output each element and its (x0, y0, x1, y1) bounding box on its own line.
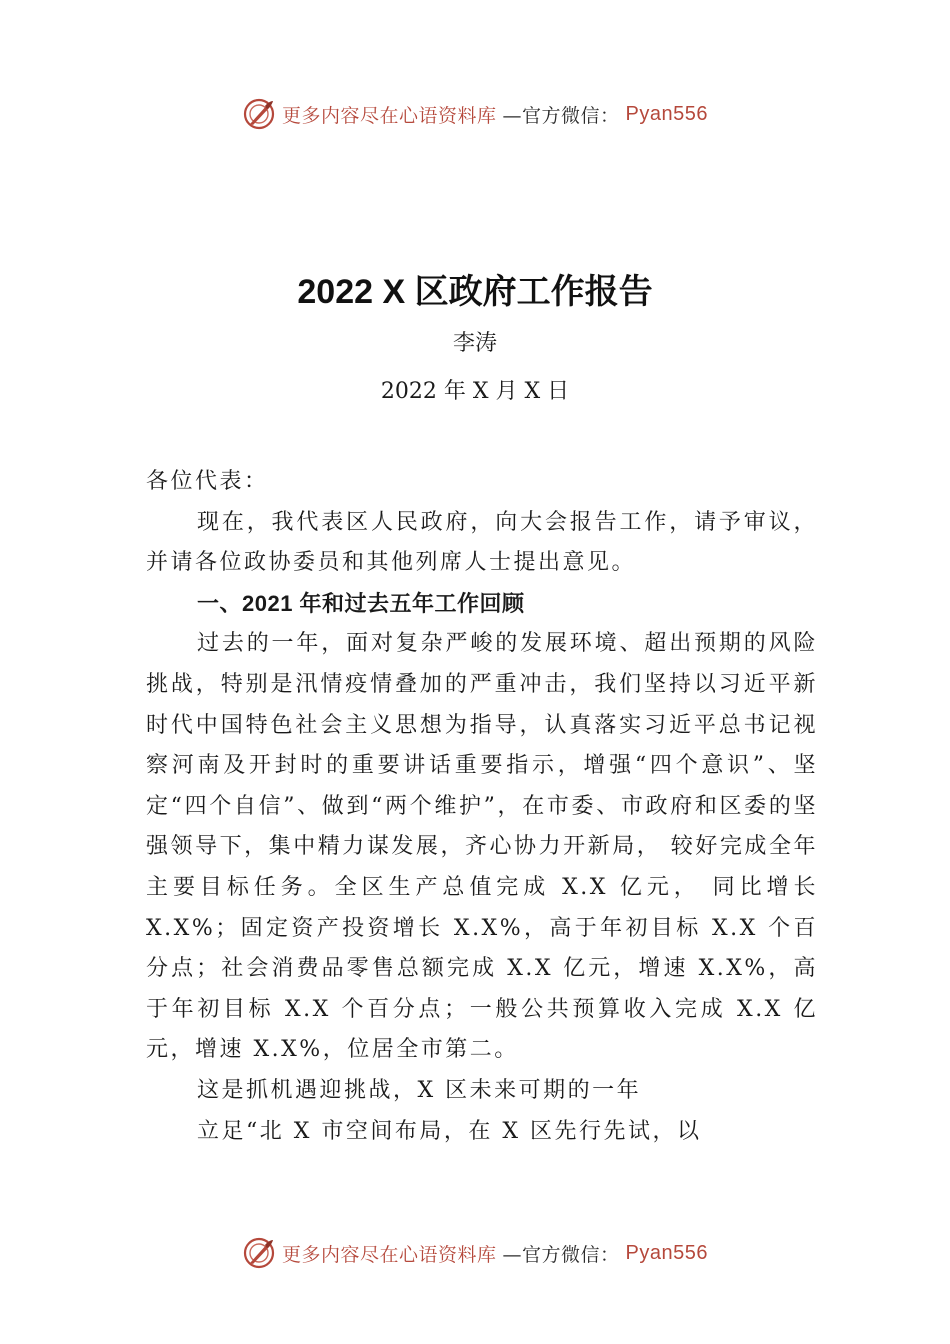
watermark-wechat-id: Pyan556 (625, 1241, 708, 1264)
opportunity-paragraph: 这是抓机遇迎挑战，X 区未来可期的一年 (197, 1077, 642, 1103)
watermark-wechat-id: Pyan556 (625, 102, 708, 125)
watermark-label-text: —官方微信： (502, 104, 620, 127)
document-title: 2022 X 区政府工作报告 (297, 273, 653, 311)
intro-paragraph: 现在，我代表区人民政府，向大会报告工作，请予审议，并请各位政协委员和其他列席人士提出意见。 (146, 509, 818, 576)
watermark-brand-text: 更多内容尽在心语资料库 (282, 104, 497, 127)
watermark-footer (0, 1236, 950, 1270)
document-date: 2022 年 X 月 X 日 (380, 379, 570, 404)
watermark-header (0, 97, 950, 131)
document-author: 李涛 (452, 331, 497, 356)
layout-paragraph: 立足“北 X 市空间布局，在 X 区先行先试，以 (197, 1118, 702, 1144)
watermark-brand-text: 更多内容尽在心语资料库 (282, 1243, 497, 1266)
review-paragraph: 过去的一年，面对复杂严峻的发展环境、超出预期的风险挑战，特别是汛情疫情叠加的严重冲击，我们坚持以习近平新时代中国特色社会主义思想为指导，认真落实习近平总书记视察河南及开封时的重要讲话重要指示，增强“四个意识”、坚定“四个自信”、做到“两个维护”，在市委、市政府和区委的坚强领导下，集中精力谋发展，齐心协力开新局， 较好完成全年主要目标任务。全区生产总值完成 X.X 亿元， 同比增长 X.X%；固定资产投资增长 X.X%，高于年初目标 X.X 个百分点；社会消费品零售总额完成 X.X 亿元，增速 X.X%，高于年初目标 X.X 个百分点；一般公共预算收入完成 X.X 亿元，增速 X.X%，位居全市第二。 (146, 631, 818, 1063)
salutation: 各位代表： (146, 469, 269, 494)
section-heading: 一、2021 年和过去五年工作回顾 (197, 590, 525, 616)
document-body (146, 462, 818, 1152)
watermark-label-text: —官方微信： (502, 1243, 620, 1266)
quill-logo-icon (242, 97, 276, 131)
quill-logo-icon (242, 1236, 276, 1270)
